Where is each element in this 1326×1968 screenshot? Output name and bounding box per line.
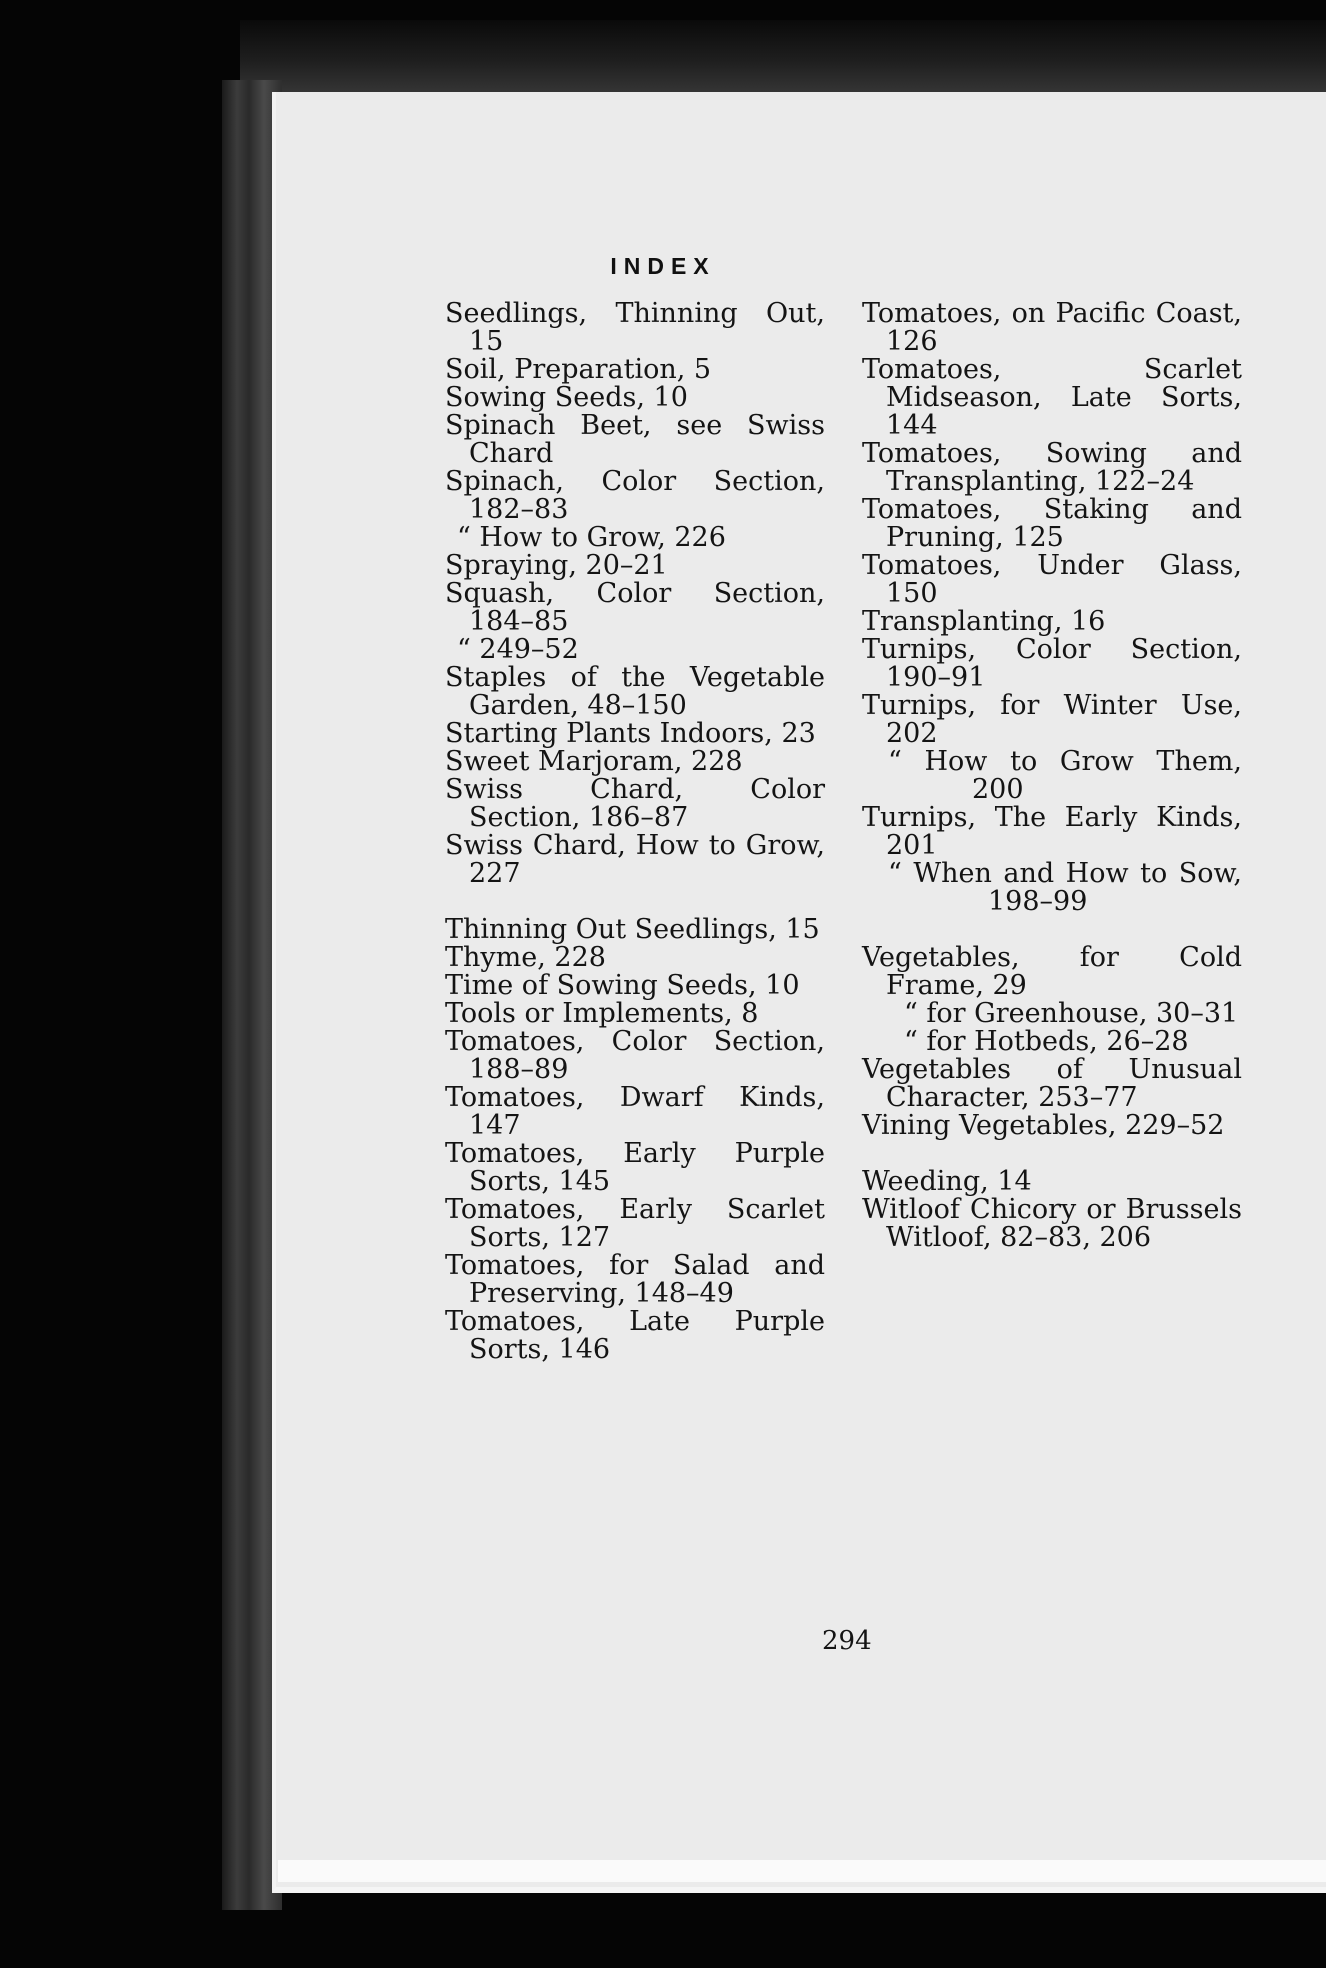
index-entry: Tomatoes, Sowing and Transplanting, 122–24 <box>862 438 1242 497</box>
index-entry: Tools or Implements, 8 <box>445 998 759 1029</box>
index-entry: Thinning Out Seedlings, 15 <box>445 914 820 945</box>
section-gap <box>445 888 825 916</box>
index-entry: “ How to Grow Them, 200 <box>888 746 1242 805</box>
index-entry: Sweet Marjoram, 228 <box>445 746 743 777</box>
index-entry: Tomatoes, Scarlet Midseason, Late Sorts, 144 <box>862 354 1242 441</box>
index-entry: Weeding, 14 <box>862 1166 1032 1197</box>
index-entry: Spinach Beet, see Swiss Chard <box>445 410 825 469</box>
index-entry: Seedlings, Thinning Out, 15 <box>445 298 825 357</box>
index-entry: Tomatoes, Staking and Pruning, 125 <box>862 494 1242 553</box>
index-entry: “ 249–52 <box>457 634 579 665</box>
index-entry: Squash, Color Section, 184–85 <box>445 578 825 637</box>
index-entry: Transplanting, 16 <box>862 606 1106 637</box>
index-entry: Starting Plants Indoors, 23 <box>445 718 816 749</box>
index-entry: Sowing Seeds, 10 <box>445 382 688 413</box>
index-entry: Vegetables, for Cold Frame, 29 <box>862 942 1242 1001</box>
section-gap <box>862 916 1242 944</box>
index-entry: Vegetables of Unusual Character, 253–77 <box>862 1054 1242 1113</box>
book-top-edge <box>240 20 1326 100</box>
index-entry: Thyme, 228 <box>445 942 606 973</box>
section-gap <box>862 1140 1242 1168</box>
index-entry: Tomatoes, Early Purple Sorts, 145 <box>445 1138 825 1197</box>
page-number: 294 <box>822 1626 872 1656</box>
page-heading: INDEX <box>610 253 716 279</box>
index-entry: Vining Vegetables, 229–52 <box>862 1110 1225 1141</box>
index-entry: Turnips, Color Section, 190–91 <box>862 634 1242 693</box>
index-entry: Tomatoes, Color Section, 188–89 <box>445 1026 825 1085</box>
index-entry: Turnips, for Winter Use, 202 <box>862 690 1242 749</box>
index-column-left <box>445 300 825 1364</box>
index-entry: Swiss Chard, How to Grow, 227 <box>445 830 825 889</box>
index-entry: “ for Greenhouse, 30–31 <box>904 998 1239 1029</box>
index-entry: Turnips, The Early Kinds, 201 <box>862 802 1242 861</box>
index-entry: Soil, Preparation, 5 <box>445 354 712 385</box>
index-entry: Staples of the Vegetable Garden, 48–150 <box>445 662 825 721</box>
page-bottom-edge <box>278 1860 1326 1882</box>
index-entry: Spinach, Color Section, 182–83 <box>445 466 825 525</box>
index-entry: Swiss Chard, Color Section, 186–87 <box>445 774 825 833</box>
index-entry: Tomatoes, on Pacific Coast, 126 <box>862 298 1242 357</box>
index-entry: “ for Hotbeds, 26–28 <box>904 1026 1189 1057</box>
index-entry: Tomatoes, Under Glass, 150 <box>862 550 1242 609</box>
index-entry: Witloof Chicory or Brussels Witloof, 82–83, 206 <box>862 1194 1242 1253</box>
index-column-right <box>862 300 1242 1252</box>
index-entry: “ When and How to Sow, 198–99 <box>888 858 1242 917</box>
index-entry: “ How to Grow, 226 <box>457 522 726 553</box>
index-entry: Spraying, 20–21 <box>445 550 668 581</box>
index-entry: Tomatoes, Late Purple Sorts, 146 <box>445 1306 825 1365</box>
index-entry: Tomatoes, Dwarf Kinds, 147 <box>445 1082 825 1141</box>
index-entry: Tomatoes, for Salad and Preserving, 148–49 <box>445 1250 825 1309</box>
index-entry: Time of Sowing Seeds, 10 <box>445 970 800 1001</box>
index-entry: Tomatoes, Early Scarlet Sorts, 127 <box>445 1194 825 1253</box>
